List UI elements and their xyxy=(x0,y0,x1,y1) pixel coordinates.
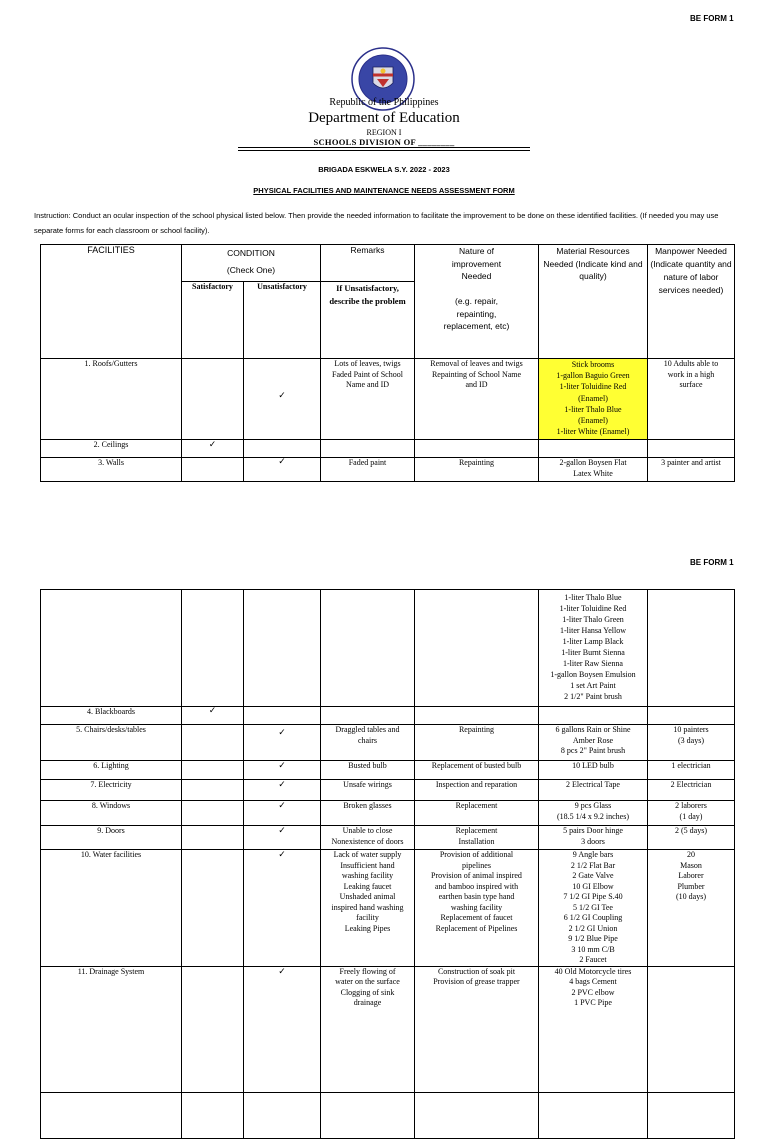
remarks-cell: Unable to close Nonexistence of doors xyxy=(321,826,415,850)
unsatisfactory-check: ✓ xyxy=(244,780,321,801)
table-row xyxy=(41,707,735,725)
manpower-header: Manpower Needed (Indicate quantity and nature of labor services needed) xyxy=(648,245,735,359)
satisfactory-check xyxy=(182,725,244,761)
satisfactory-check xyxy=(182,1092,244,1138)
unsatisfactory-check xyxy=(244,590,321,707)
nature-cell: Replacement xyxy=(415,801,539,826)
manpower-cell: 20 Mason Laborer Plumber (10 days) xyxy=(648,850,735,967)
remarks-cell: Draggled tables and chairs xyxy=(321,725,415,761)
satisfactory-check xyxy=(182,850,244,967)
remarks-cell: Faded paint xyxy=(321,458,415,482)
check-one-label: (Check One) xyxy=(226,265,276,275)
nature-cell: Replacement of busted bulb xyxy=(415,761,539,780)
condition-header xyxy=(182,245,321,282)
table-row xyxy=(41,458,735,482)
nature-cell xyxy=(415,707,539,725)
unsatisfactory-check xyxy=(244,1092,321,1138)
facility-name xyxy=(41,1092,182,1138)
remarks-subheader: If Unsatisfactory, describe the problem xyxy=(321,282,415,359)
material-cell xyxy=(539,1092,648,1138)
unsatisfactory-check: ✓ xyxy=(244,359,321,440)
manpower-cell xyxy=(648,707,735,725)
satisfactory-check: ✓ xyxy=(182,707,244,725)
unsatisfactory-check xyxy=(244,707,321,725)
material-cell: 9 Angle bars 2 1/2 Flat Bar 2 Gate Valve 10 GI Elbow 7 1/2 GI Pipe S.40 5 1/2 GI Tee 6 1/2 GI Coupling 2 1/2 GI Union 9 1/2 Blue Pipe 3 10 mm C/B 2 Faucet xyxy=(539,850,648,967)
assessment-table-page1 xyxy=(40,244,735,482)
unsatisfactory-check: ✓ xyxy=(244,458,321,482)
header-rule-thin xyxy=(238,150,530,151)
manpower-cell: 10 painters (3 days) xyxy=(648,725,735,761)
material-cell: 6 gallons Rain or Shine Amber Rose 8 pcs 2" Paint brush xyxy=(539,725,648,761)
table-row xyxy=(41,725,735,761)
facility-name: 1. Roofs/Gutters xyxy=(41,359,182,440)
facility-name: 5. Chairs/desks/tables xyxy=(41,725,182,761)
remarks-cell: Unsafe wirings xyxy=(321,780,415,801)
nature-cell: Removal of leaves and twigs Repainting of School Name and ID xyxy=(415,359,539,440)
manpower-cell: 1 electrician xyxy=(648,761,735,780)
assessment-table-page2 xyxy=(40,589,735,1139)
unsatisfactory-check: ✓ xyxy=(244,850,321,967)
facilities-header: FACILITIES xyxy=(41,245,182,359)
form-code-page2: BE FORM 1 xyxy=(690,558,734,567)
remarks-cell: Freely flowing of water on the surface Clogging of sink drainage xyxy=(321,966,415,1092)
material-cell: 1-liter Thalo Blue 1-liter Toluidine Red 1-liter Thalo Green 1-liter Hansa Yellow 1-liter Lamp Black 1-liter Burnt Sienna 1-liter Raw Sienna 1-gallon Boysen Emulsion 1 set Art Paint 2 1/2" Paint brush xyxy=(539,590,648,707)
material-cell: Stick brooms 1-gallon Baguio Green 1-liter Toluidine Red (Enamel) 1-liter Thalo Blue (Enamel) 1-liter White (Enamel) xyxy=(539,359,648,440)
manpower-cell: 10 Adults able to work in a high surface xyxy=(648,359,735,440)
remarks-header: Remarks xyxy=(321,245,415,282)
facility-name: 9. Doors xyxy=(41,826,182,850)
table-row xyxy=(41,850,735,967)
remarks-cell: Busted bulb xyxy=(321,761,415,780)
nature-cell: Repainting xyxy=(415,725,539,761)
remarks-cell: Broken glasses xyxy=(321,801,415,826)
nature-header: Nature of improvement Needed (e.g. repair, repainting, replacement, etc) xyxy=(415,245,539,359)
nature-cell: Inspection and reparation xyxy=(415,780,539,801)
facility-name: 11. Drainage System xyxy=(41,966,182,1092)
satisfactory-check: ✓ xyxy=(182,440,244,458)
material-cell: 10 LED bulb xyxy=(539,761,648,780)
unsatisfactory-check: ✓ xyxy=(244,725,321,761)
remarks-cell: Lots of leaves, twigs Faded Paint of School Name and ID xyxy=(321,359,415,440)
facility-name: 2. Ceilings xyxy=(41,440,182,458)
satisfactory-check xyxy=(182,359,244,440)
material-cell: 40 Old Motorcycle tires 4 bags Cement 2 PVC elbow 1 PVC Pipe xyxy=(539,966,648,1092)
satisfactory-check xyxy=(182,826,244,850)
department-name: Department of Education xyxy=(308,110,460,126)
remarks-cell xyxy=(321,590,415,707)
table-row xyxy=(41,826,735,850)
region-line: REGION I xyxy=(366,128,402,137)
remarks-cell xyxy=(321,440,415,458)
remarks-cell xyxy=(321,1092,415,1138)
facility-name: 7. Electricity xyxy=(41,780,182,801)
unsatisfactory-check: ✓ xyxy=(244,761,321,780)
brigada-title: BRIGADA ESKWELA S.Y. 2022 - 2023 xyxy=(318,165,450,174)
manpower-cell: 2 Electrician xyxy=(648,780,735,801)
satisfactory-check xyxy=(182,780,244,801)
table-row xyxy=(41,440,735,458)
facility-name: 10. Water facilities xyxy=(41,850,182,967)
facility-name: 4. Blackboards xyxy=(41,707,182,725)
table-row xyxy=(41,966,735,1092)
unsatisfactory-check: ✓ xyxy=(244,826,321,850)
nature-cell xyxy=(415,1092,539,1138)
unsatisfactory-header: Unsatisfactory xyxy=(244,282,321,359)
material-cell: 5 pairs Door hinge 3 doors xyxy=(539,826,648,850)
table-row xyxy=(41,359,735,440)
satisfactory-check xyxy=(182,801,244,826)
satisfactory-check xyxy=(182,966,244,1092)
facility-name: 6. Lighting xyxy=(41,761,182,780)
material-header: Material Resources Needed (Indicate kind and quality) xyxy=(539,245,648,359)
table-row xyxy=(41,590,735,707)
table-row xyxy=(41,761,735,780)
satisfactory-check xyxy=(182,458,244,482)
remarks-cell xyxy=(321,707,415,725)
facility-name: 8. Windows xyxy=(41,801,182,826)
satisfactory-check xyxy=(182,590,244,707)
form-code: BE FORM 1 xyxy=(690,14,734,23)
condition-label: CONDITION xyxy=(227,248,275,258)
material-cell: 9 pcs Glass (18.5 1/4 x 9.2 inches) xyxy=(539,801,648,826)
table-row xyxy=(41,1092,735,1138)
remarks-cell: Lack of water supply Insufficient hand washing facility Leaking faucet Unshaded animal inspired hand washing facility Leaking Pipes xyxy=(321,850,415,967)
republic-line: Republic of the Philippines xyxy=(329,97,439,108)
material-cell: 2 Electrical Tape xyxy=(539,780,648,801)
table-row xyxy=(41,780,735,801)
satisfactory-check xyxy=(182,761,244,780)
division-line: SCHOOLS DIVISION OF ________ xyxy=(313,137,455,147)
manpower-cell: 2 laborers (1 day) xyxy=(648,801,735,826)
facility-name xyxy=(41,590,182,707)
manpower-cell xyxy=(648,590,735,707)
table-row xyxy=(41,801,735,826)
manpower-cell: 3 painter and artist xyxy=(648,458,735,482)
nature-cell xyxy=(415,590,539,707)
nature-cell: Replacement Installation xyxy=(415,826,539,850)
nature-cell: Repainting xyxy=(415,458,539,482)
manpower-cell xyxy=(648,966,735,1092)
material-cell xyxy=(539,440,648,458)
form-title: PHYSICAL FACILITIES AND MAINTENANCE NEEDS ASSESSMENT FORM xyxy=(253,186,515,195)
manpower-cell xyxy=(648,440,735,458)
header-rule xyxy=(238,147,530,148)
nature-cell xyxy=(415,440,539,458)
material-cell xyxy=(539,707,648,725)
satisfactory-header: Satisfactory xyxy=(182,282,244,359)
instruction-text: Instruction: Conduct an ocular inspection of the school physical listed below. Then provide the needed information to facilitate the improvement to be done on these identified facilities. (If needed you may use separate forms for each classroom or school facility). xyxy=(34,211,719,235)
unsatisfactory-check xyxy=(244,440,321,458)
manpower-cell: 2 (5 days) xyxy=(648,826,735,850)
nature-cell: Construction of soak pit Provision of grease trapper xyxy=(415,966,539,1092)
nature-cell: Provision of additional pipelines Provision of animal inspired and bamboo inspired with earthen basin type hand washing facility Replacement of faucet Replacement of Pipelines xyxy=(415,850,539,967)
manpower-cell xyxy=(648,1092,735,1138)
facility-name: 3. Walls xyxy=(41,458,182,482)
material-cell: 2-gallon Boysen Flat Latex White xyxy=(539,458,648,482)
unsatisfactory-check: ✓ xyxy=(244,966,321,1092)
unsatisfactory-check: ✓ xyxy=(244,801,321,826)
